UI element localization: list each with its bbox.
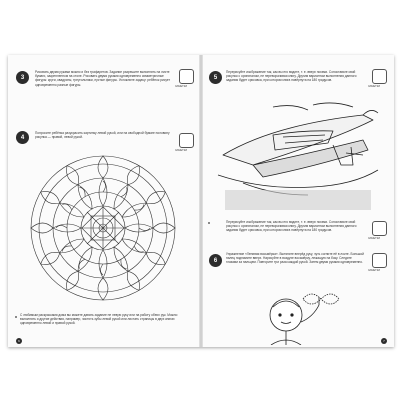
bullet-dot xyxy=(15,316,17,318)
right-page xyxy=(201,55,394,347)
bullet-dot xyxy=(208,222,210,224)
exercise-number-badge: 6 xyxy=(209,254,222,267)
exercise-text: Перерисуйте изображение так, как вы его видите, т. е. вверх ногами. Сопоставьте свой рисунок с оригиналом, не переворачивая книгу. Другим вариантом выполнения данного задания будет срисовка, при котором книга повёрнута на 180 градусов. xyxy=(226,70,357,83)
notes-label: ЗАМЕТКИ xyxy=(175,149,188,152)
exercise-number-badge: 5 xyxy=(209,71,222,84)
notes-label: ЗАМЕТКИ xyxy=(368,85,381,88)
exercise-number-badge: 4 xyxy=(16,131,29,144)
exercise-text: Упражнение «Ленивая восьмёрка». Вытяните вперёд руку, чуть согните её в локте. Большой палец поднимите вверх. Нарисуйте в воздухе восьмёрку, лежащую на боку. Следите глазами за пальцем. Повторите три раза каждой рукой. Затем двумя руками одновременно. xyxy=(226,252,364,265)
page-number: 7 xyxy=(381,338,387,344)
notes-checkbox[interactable] xyxy=(179,133,194,148)
notes-label: ЗАМЕТКИ xyxy=(368,237,381,240)
exercise-text: Рисовать двумя руками можно и без трафаретов. Задание разрешите выполнять на листе бумаги, закрепленном на столе. Рисовать двумя руками одновременно симметричные фигуры: круги, квадраты, треугольники, пустые фигуры. Усложните задачу: ребёнок рисует одновременно разные фигуры. xyxy=(35,70,171,87)
notes-checkbox[interactable] xyxy=(372,69,387,84)
lazy-eight-exercise-image xyxy=(251,287,341,345)
notes-label: ЗАМЕТКИ xyxy=(175,85,188,88)
page-number: 6 xyxy=(16,338,22,344)
mandala-coloring-image xyxy=(28,153,178,303)
left-page xyxy=(8,55,201,347)
notes-checkbox[interactable] xyxy=(372,221,387,236)
book-spread xyxy=(8,55,394,347)
bottom-text: С любимым раскрасками дома вы можете давать задание не левую руку или на работу обеих рук. Можно выполнять и другие действия, например, чистить зубы левой рукой или листать страницы в двух книгах одновременно левой и правой рукой. xyxy=(20,313,178,326)
speedboat-upside-down-image xyxy=(213,95,383,215)
notes-checkbox[interactable] xyxy=(179,69,194,84)
notes-checkbox[interactable] xyxy=(372,253,387,268)
exercise-text-variant: Перерисуйте изображение так, как вы его видите, т. е. вверх ногами. Сопоставьте свой рисунок с оригиналом, не переворачивая книгу. Другим вариантом выполнения данного задания будет срисовка, при котором книга повёрнута на 180 градусов. xyxy=(226,220,357,233)
exercise-text: Попросите ребёнка разукрасить картинку левой рукой, или на свободной бумаге половину рисунка — правой, левой рукой. xyxy=(35,131,170,140)
notes-label: ЗАМЕТКИ xyxy=(368,269,381,272)
exercise-number-badge: 3 xyxy=(16,71,29,84)
